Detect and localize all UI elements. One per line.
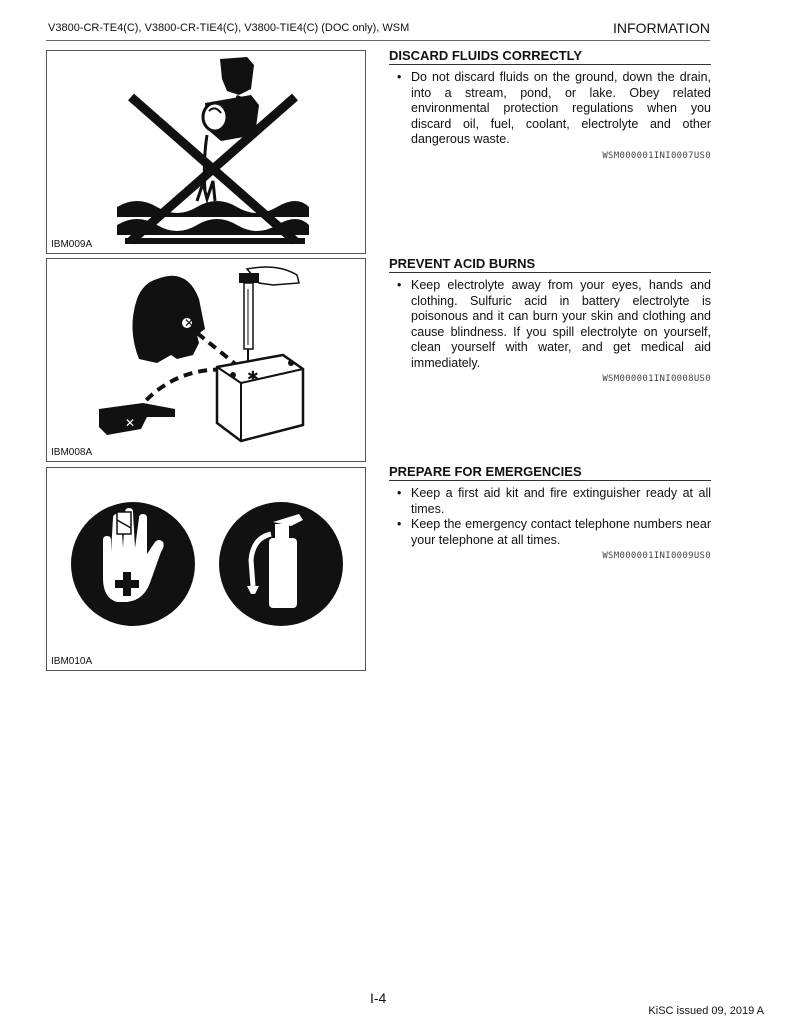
- bullet-list: [389, 486, 711, 548]
- bullet-list: [389, 278, 711, 371]
- figure-discard-fluids: [46, 50, 366, 254]
- bullet-list: [389, 70, 711, 148]
- figure-label: IBM008A: [51, 447, 93, 458]
- section-emergencies: [389, 464, 711, 561]
- first-aid-and-extinguisher-icon: [47, 468, 367, 672]
- list-item: • Keep a first aid kit and fire extinguisher ready at all times.: [389, 486, 711, 517]
- figure-acid-burns: [46, 258, 366, 462]
- section-heading: DISCARD FLUIDS CORRECTLY: [389, 48, 711, 65]
- model-title: V3800-CR-TE4(C), V3800-CR-TIE4(C), V3800-TIE4(C) (DOC only), WSM: [48, 22, 410, 34]
- figure-label: IBM010A: [51, 656, 93, 667]
- section-discard-fluids: [389, 48, 711, 161]
- section-title: INFORMATION: [613, 20, 710, 36]
- no-dumping-fluids-icon: [47, 51, 367, 255]
- issued-note: KiSC issued 09, 2019 A: [648, 1005, 764, 1017]
- list-item: • Keep the emergency contact telephone numbers near your telephone at all times.: [389, 517, 711, 548]
- list-item: • Keep electrolyte away from your eyes, hands and clothing. Sulfuric acid in battery electrolyte is poisonous and it can burn your skin and clothing and cause blindness. If you spill electrolyte on yourself, clean yourself with water, and get medical aid immediately.: [389, 278, 711, 371]
- document-code: WSM000001INI0009US0: [602, 551, 711, 561]
- svg-text:✕: ✕: [184, 316, 195, 330]
- section-heading: PREPARE FOR EMERGENCIES: [389, 464, 711, 481]
- svg-text:✱: ✱: [247, 369, 259, 385]
- document-code: WSM000001INI0007US0: [602, 150, 711, 161]
- list-item: • Do not discard fluids on the ground, down the drain, into a stream, pond, or lake. Obey related environmental protection regulations when you discard oil, fuel, coolant, electrolyte and other dangerous waste.: [389, 70, 711, 148]
- figure-emergencies: [46, 467, 366, 671]
- svg-text:✕: ✕: [125, 416, 136, 430]
- figure-label: IBM009A: [51, 239, 93, 250]
- section-heading: PREVENT ACID BURNS: [389, 256, 711, 273]
- battery-acid-hazard-icon: [47, 259, 367, 463]
- document-code: WSM000001INI0008US0: [602, 374, 711, 384]
- page-header: [46, 20, 710, 41]
- section-acid-burns: [389, 256, 711, 384]
- page-number: I-4: [370, 990, 387, 1006]
